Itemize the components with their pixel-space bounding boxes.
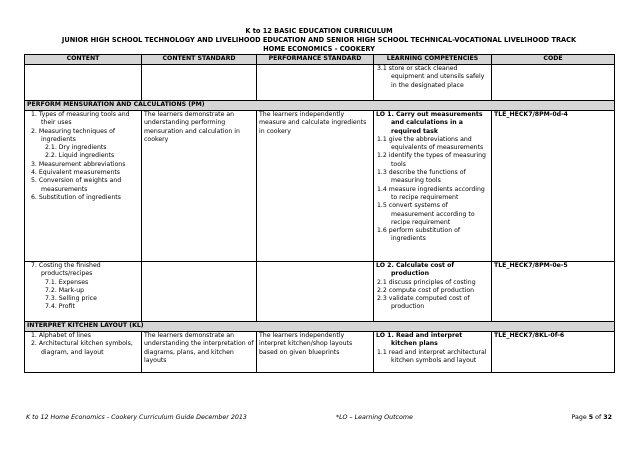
section-title: INTERPRET KITCHEN LAYOUT (KL) <box>25 322 615 332</box>
section-row-mensuration <box>25 101 615 111</box>
table-row <box>25 332 615 373</box>
code-cell: TLE_HECK7/8PM-0e-5 <box>492 262 615 322</box>
content-cell: 1. Alphabet of lines 2. Architectural kitchen symbols, diagram, and layout <box>25 332 142 373</box>
learning-competency-cell: LO 1. Carry out measurements and calculations in a required task 1.1 give the abbreviations and equivalents of measurements 1.2 identify the types of measuring tools 1.3 describe the functions of measuring tools 1.4 measure ingredients according to recipe requirement 1.5 convert systems of measurement according to recipe requirement 1.6 perform substitution of ingredients <box>374 111 492 262</box>
code-cell: TLE_HECK7/8PM-0d-4 <box>492 111 615 262</box>
document-title: K to 12 BASIC EDUCATION CURRICULUM <box>245 27 393 35</box>
footer-guide-title: K to 12 Home Economics - Cookery Curriculum Guide December 2013 <box>26 414 247 421</box>
column-header: PERFORMANCE STANDARD <box>257 55 374 65</box>
column-header: LEARNING COMPETENCIES <box>374 55 492 65</box>
section-row-kitchen-layout <box>25 322 615 332</box>
table-row <box>25 262 615 322</box>
content-cell: 1. Types of measuring tools and their uses 2. Measuring techniques of ingredients 2.1. Dry ingredients 2.2. Liquid ingredients 3. Measurement abbreviations 4. Equivalent measurements 5. Conversion of weights and measurements 6. Substitution of ingredients <box>25 111 142 262</box>
column-header: CONTENT STANDARD <box>142 55 257 65</box>
learning-competency-cell: LO 1. Read and interpret kitchen plans 1.1 read and interpret architectural kitchen symbols and layout <box>374 332 492 373</box>
table-header-row <box>25 55 615 65</box>
content-standard-cell: The learners demonstrate an understanding performing mensuration and calculation in cookery <box>142 111 257 262</box>
section-title: PERFORM MENSURATION AND CALCULATIONS (PM) <box>25 101 615 111</box>
table-row <box>25 65 615 101</box>
content-cell: 7. Costing the finished products/recipes 7.1. Expenses 7.2. Mark-up 7.3. Selling price 7.4. Profit <box>25 262 142 322</box>
document-subtitle: JUNIOR HIGH SCHOOL TECHNOLOGY AND LIVELIHOOD EDUCATION AND SENIOR HIGH SCHOOL TECHNICAL-VOCATIONAL LIVELIHOOD TRACK <box>61 36 577 44</box>
content-standard-cell: The learners demonstrate an understanding the interpretation of diagrams, plans, and kitchen layouts <box>142 332 257 373</box>
footer-note: *LO – Learning Outcome <box>336 414 413 421</box>
table-row <box>25 111 615 262</box>
curriculum-table <box>24 54 615 373</box>
learning-competency-cell: 3.1 store or stack cleaned equipment and utensils safely in the designated place <box>374 65 492 101</box>
performance-standard-cell: The learners independently interpret kitchen/shop layouts based on given blueprints <box>257 332 374 373</box>
document-subject: HOME ECONOMICS - COOKERY <box>263 45 375 53</box>
page-number: Page 5 of 32 <box>571 414 612 421</box>
code-cell: TLE_HECK7/8KL-0f-6 <box>492 332 615 373</box>
performance-standard-cell: The learners independently measure and calculate ingredients in cookery <box>257 111 374 262</box>
learning-competency-cell: LO 2. Calculate cost of production 2.1 discuss principles of costing 2.2 compute cost of production 2.3 validate computed cost of production <box>374 262 492 322</box>
column-header: CODE <box>492 55 615 65</box>
column-header: CONTENT <box>25 55 142 65</box>
